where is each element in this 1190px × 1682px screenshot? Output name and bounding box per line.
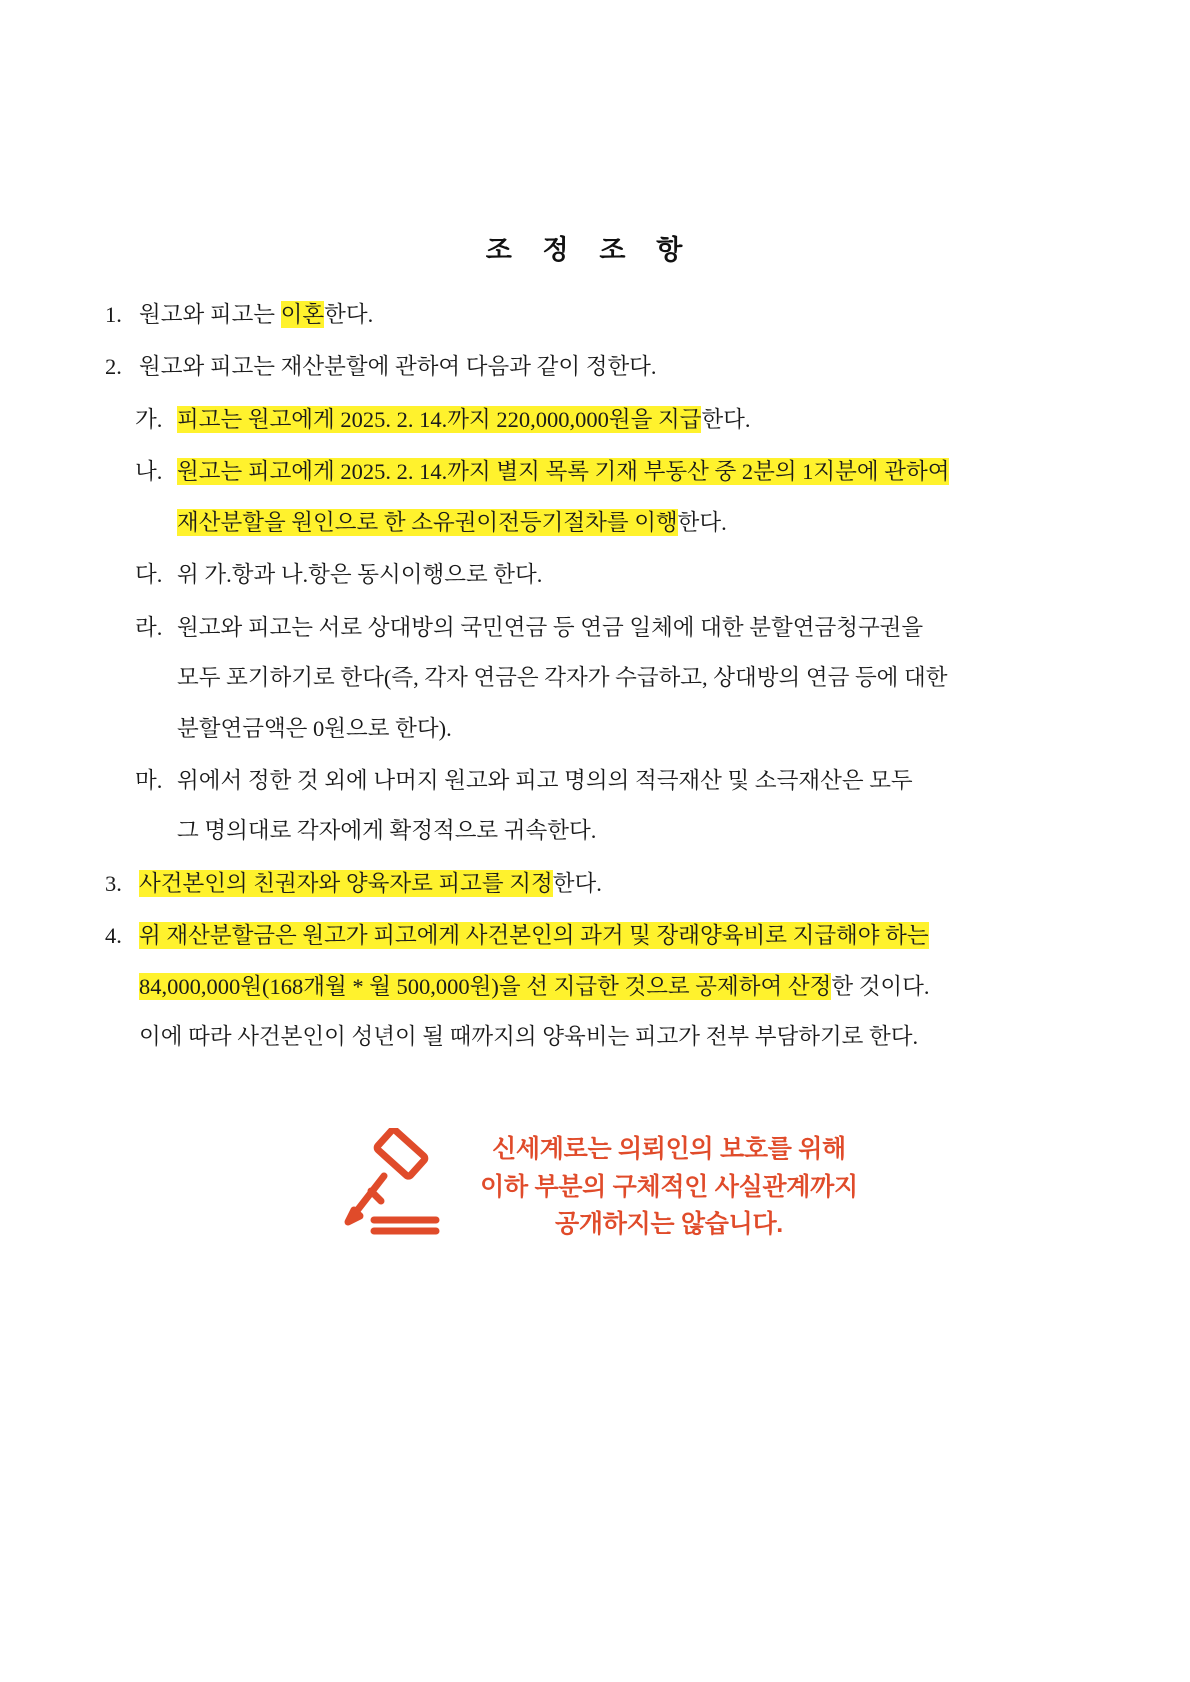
clause-1-marker: 1. — [105, 302, 122, 327]
clause-2-a-marker: 가. — [135, 406, 163, 432]
privacy-notice-line3: 공개하지는 않습니다. — [555, 1210, 783, 1239]
clause-2-d-marker: 라. — [135, 614, 163, 640]
clause-2-e-line2: 그 명의대로 각자에게 확정적으로 귀속한다. — [177, 818, 597, 844]
clause-2-a — [105, 402, 1105, 438]
clause-2-b — [105, 454, 1105, 541]
clause-2-e-line1: 위에서 정한 것 외에 나머지 원고와 피고 명의의 적극재산 및 소극재산은 모두 — [177, 767, 913, 793]
clause-4-post: 한 것이다. — [831, 973, 930, 999]
privacy-notice-text — [480, 1131, 858, 1244]
clause-2-d-content — [177, 610, 1105, 747]
clause-1-highlight: 이혼 — [280, 302, 325, 327]
clause-2-d-line3: 분할연금액은 0원으로 한다). — [177, 715, 452, 741]
clause-4-highlight-line1: 위 재산분할금은 원고가 피고에게 사건본인의 과거 및 장래양육비로 지급해야 하는 — [139, 923, 929, 949]
clause-2-a-highlight: 피고는 원고에게 2025. 2. 14.까지 220,000,000원을 지급 — [177, 406, 702, 432]
clause-4-highlight-line2: 84,000,000원(168개월 * 월 500,000원)을 선 지급한 것으로 공제하여 산정 — [139, 973, 832, 999]
clause-3-highlight: 사건본인의 친권자와 양육자로 피고를 지정 — [139, 870, 553, 896]
clause-2-a-post: 한다. — [701, 406, 751, 432]
clause-2-e — [105, 763, 1105, 850]
clause-2-b-highlight-line1: 원고는 피고에게 2025. 2. 14.까지 별지 목록 기재 부동산 중 2분의 1지분에 관하여 — [177, 459, 950, 485]
clause-1-post: 한다. — [324, 302, 374, 327]
clause-4-line2-wrap — [139, 969, 1105, 1005]
clause-4-content — [139, 918, 1105, 1055]
clause-2-e-content — [177, 763, 1105, 850]
clause-2-e-marker: 마. — [135, 767, 163, 793]
clause-2-d-line2: 모두 포기하기로 한다(즉, 각자 연금은 각자가 수급하고, 상대방의 연금 등에 대한 — [177, 665, 948, 691]
clause-2-d-line1: 원고와 피고는 서로 상대방의 국민연금 등 연금 일체에 대한 분할연금청구권을 — [177, 614, 924, 640]
clause-1-content — [139, 297, 1105, 333]
privacy-notice-line2: 이하 부분의 구체적인 사실관계까지 — [480, 1172, 858, 1201]
clause-2-d — [105, 610, 1105, 747]
clause-2-c-content: 위 가.항과 나.항은 동시이행으로 한다. — [177, 562, 543, 588]
clause-2-b-highlight-line2: 재산분할을 원인으로 한 소유권이전등기절차를 이행 — [177, 509, 678, 535]
clause-1 — [105, 297, 1105, 333]
document-body — [0, 297, 1190, 1056]
privacy-notice-line1: 신세계로는 의뢰인의 보호를 위해 — [492, 1135, 846, 1164]
clause-3-content — [139, 866, 1105, 902]
clause-3-marker: 3. — [105, 870, 122, 896]
clause-2-c — [105, 557, 1105, 593]
clause-4-marker: 4. — [105, 923, 122, 949]
clause-4-line3: 이에 따라 사건본인이 성년이 될 때까지의 양육비는 피고가 전부 부담하기로 한다. — [139, 1024, 919, 1050]
clause-2-c-marker: 다. — [135, 562, 163, 588]
clause-2-content: 원고와 피고는 재산분할에 관하여 다음과 같이 정한다. — [139, 354, 657, 380]
clause-3 — [105, 866, 1105, 902]
clause-2-marker: 2. — [105, 354, 122, 380]
clause-1-pre: 원고와 피고는 — [139, 302, 281, 327]
privacy-notice — [0, 1128, 1190, 1248]
clause-2-b-marker: 나. — [135, 459, 163, 485]
clause-2-b-content — [177, 454, 1105, 541]
clause-2 — [105, 349, 1105, 385]
clause-2-b-line2-wrap — [177, 505, 1105, 541]
page-title: 조 정 조 항 — [485, 235, 695, 265]
clause-2-b-post: 한다. — [677, 509, 727, 535]
gavel-icon — [332, 1128, 452, 1248]
clause-3-post: 한다. — [552, 870, 602, 896]
clause-4 — [105, 918, 1105, 1055]
clause-2-a-content — [177, 402, 1105, 438]
